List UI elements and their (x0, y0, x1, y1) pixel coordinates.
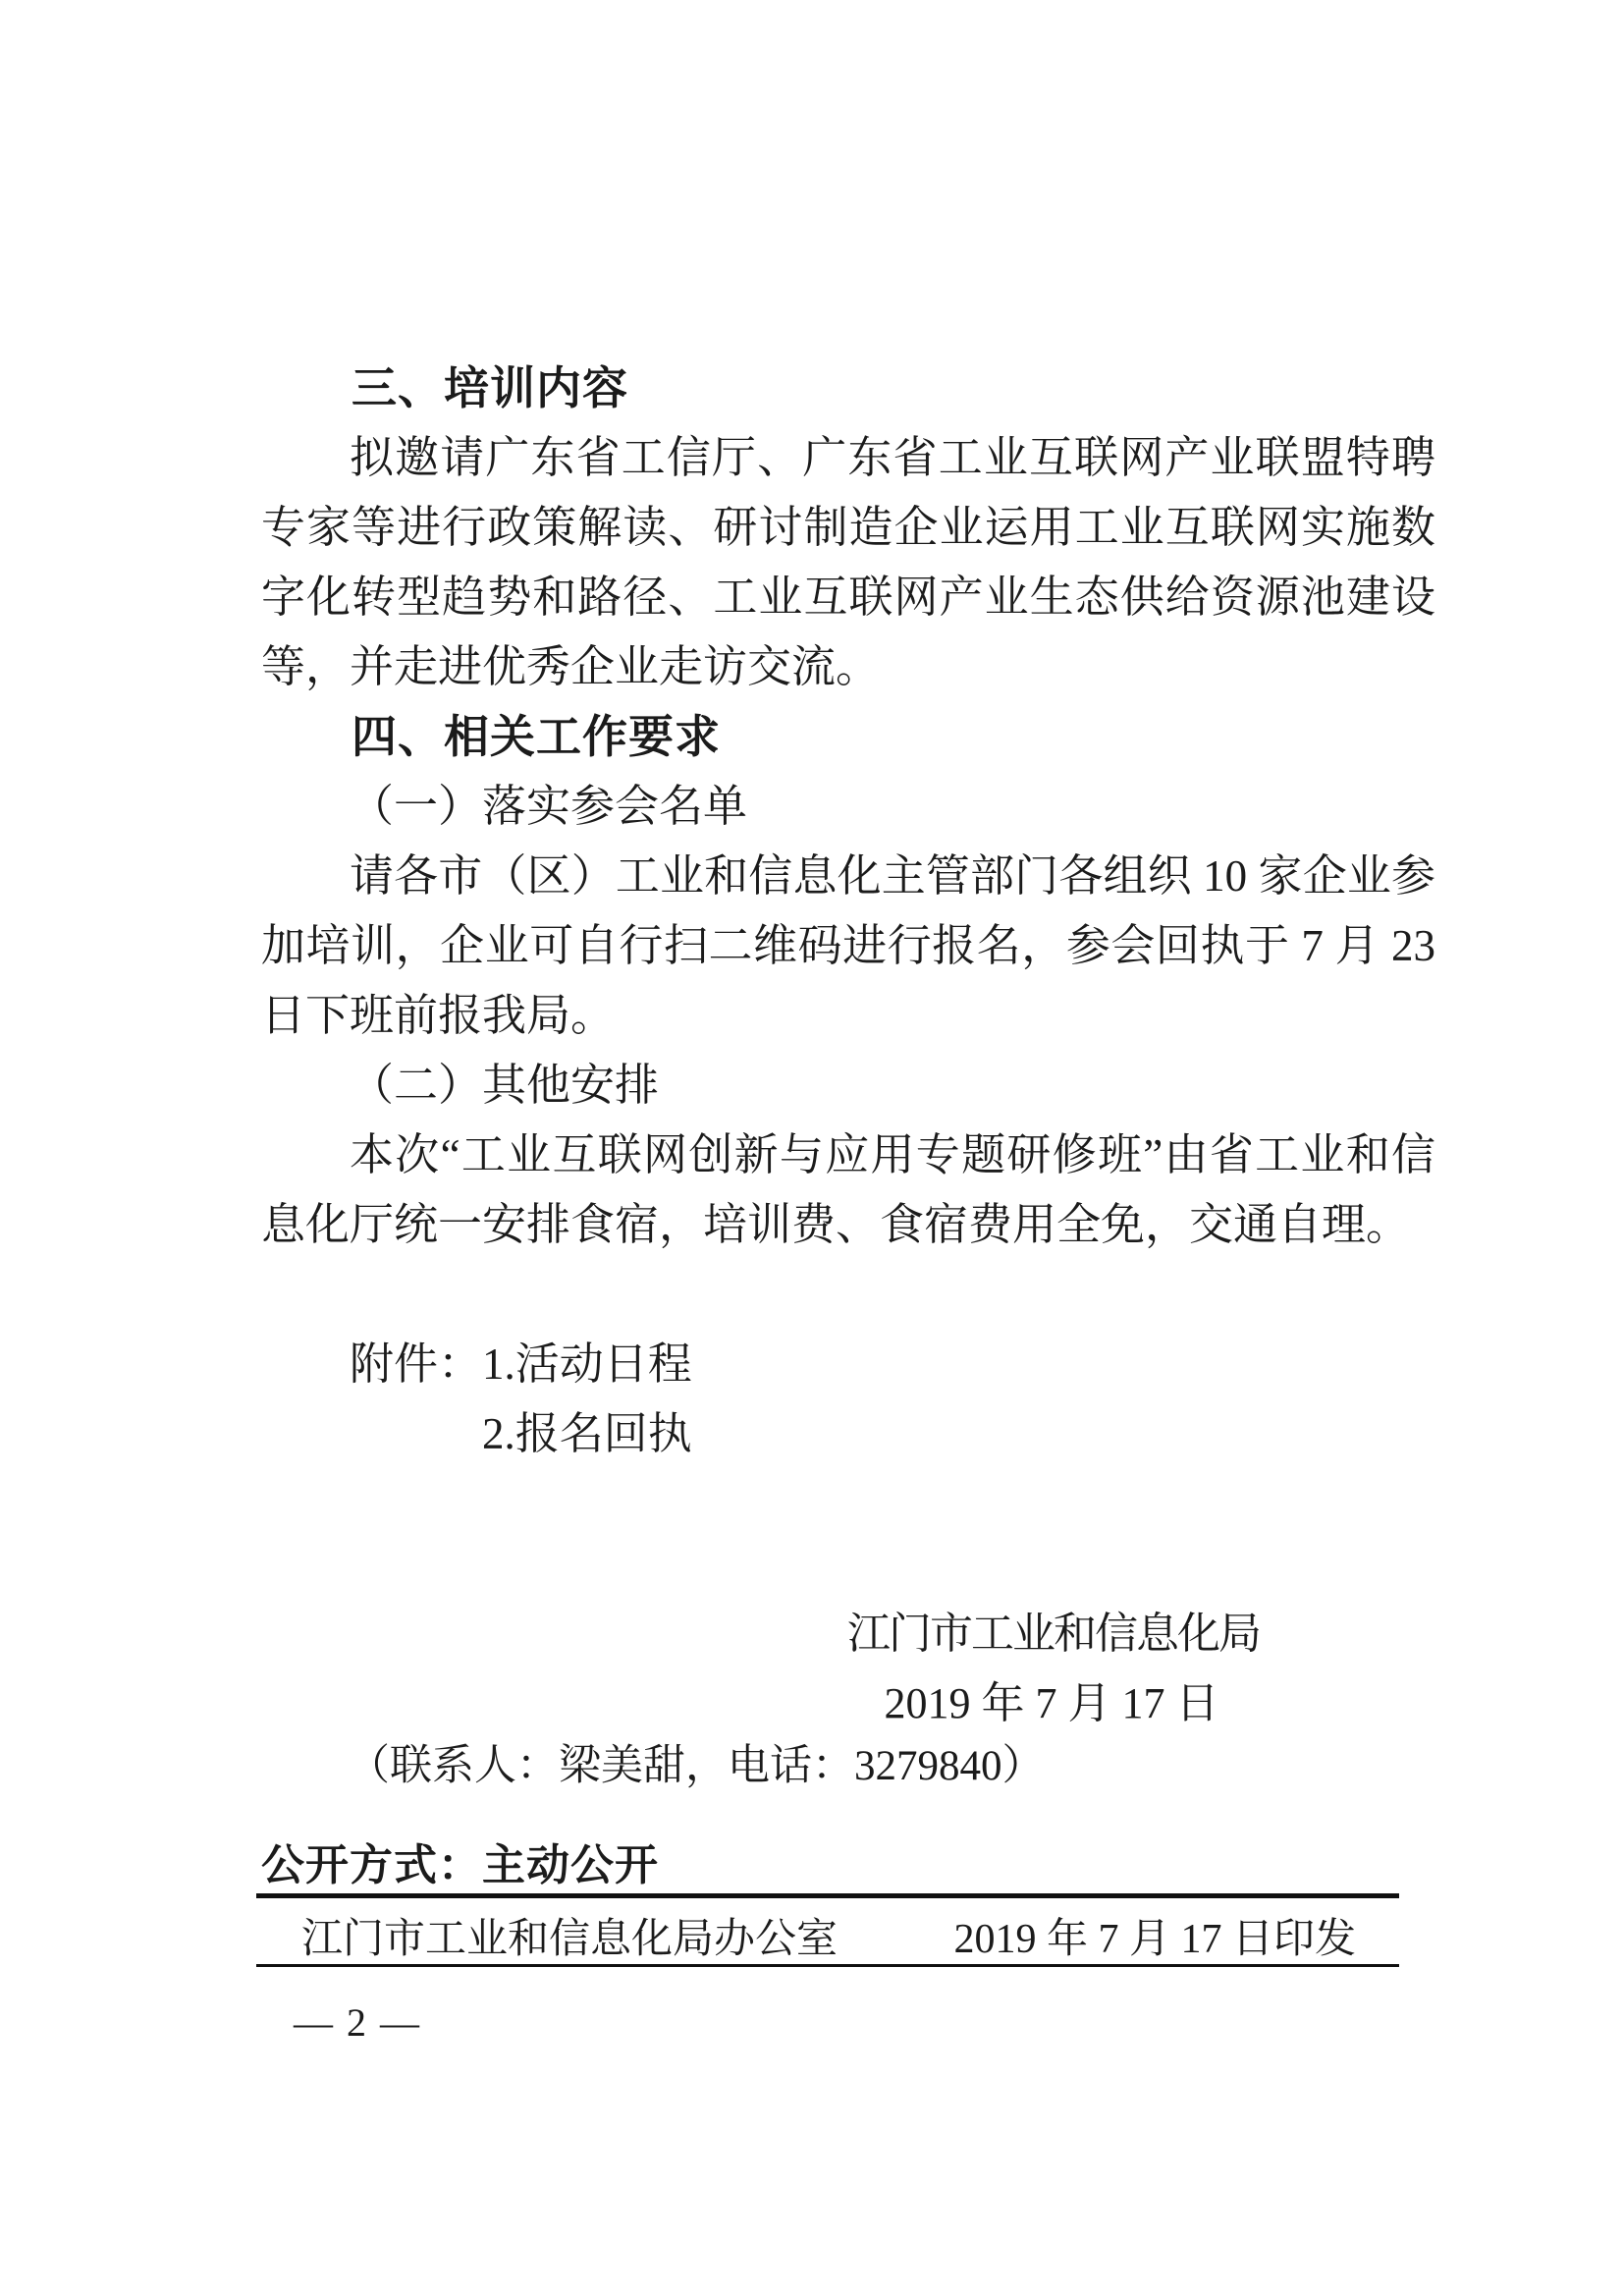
footer-print-date: 2019 年 7 月 17 日印发 (953, 1917, 1356, 1962)
section-3-paragraph: 拟邀请广东省工信厅、广东省工业互联网产业联盟特聘专家等进行政策解读、研讨制造企业运用工业互联网实施数字化转型趋势和路径、工业互联网产业生态供给资源池建设等，并走进优秀企业走访交流。 (261, 433, 1435, 691)
page-number: — 2 — (294, 2000, 421, 2045)
section-4-item-1-paragraph: 请各市（区）工业和信息化主管部门各组织 10 家企业参加培训，企业可自行扫二维码进行报名，参会回执于 7 月 23 日下班前报我局。 (261, 851, 1435, 1040)
contact-line: （联系人：梁美甜，电话：3279840） (348, 1743, 1045, 1789)
attachments-list (482, 1330, 692, 1469)
footer-rule-top (256, 1893, 1399, 1898)
publish-method-line: 公开方式：主动公开 (261, 1841, 659, 1889)
signature-agency: 江门市工业和信息化局 (847, 1610, 1260, 1658)
document-body (261, 354, 1435, 1469)
section-4-item-2-paragraph: 本次“工业互联网创新与应用专题研修班”由省工业和信息化厅统一安排食宿，培训费、食宿费用全免，交通自理。 (261, 1130, 1435, 1249)
footer-row (256, 1913, 1399, 1966)
section-3-heading: 三、培训内容 (352, 362, 628, 413)
attachment-item-1: 1.活动日程 (482, 1339, 692, 1389)
signature-block (847, 1599, 1260, 1738)
section-4-item-2-heading: （二）其他安排 (350, 1061, 660, 1110)
footer-rule-bottom (256, 1964, 1399, 1967)
footer-issuing-office: 江门市工业和信息化局办公室 (301, 1917, 839, 1962)
section-4-item-1-heading: （一）落实参会名单 (350, 782, 748, 831)
attachments-block (350, 1330, 1435, 1469)
signature-date: 2019 年 7 月 17 日 (884, 1679, 1219, 1727)
section-4-heading: 四、相关工作要求 (352, 711, 721, 762)
attachments-label: 附件： (350, 1339, 483, 1389)
attachment-item-2: 2.报名回执 (482, 1409, 692, 1458)
